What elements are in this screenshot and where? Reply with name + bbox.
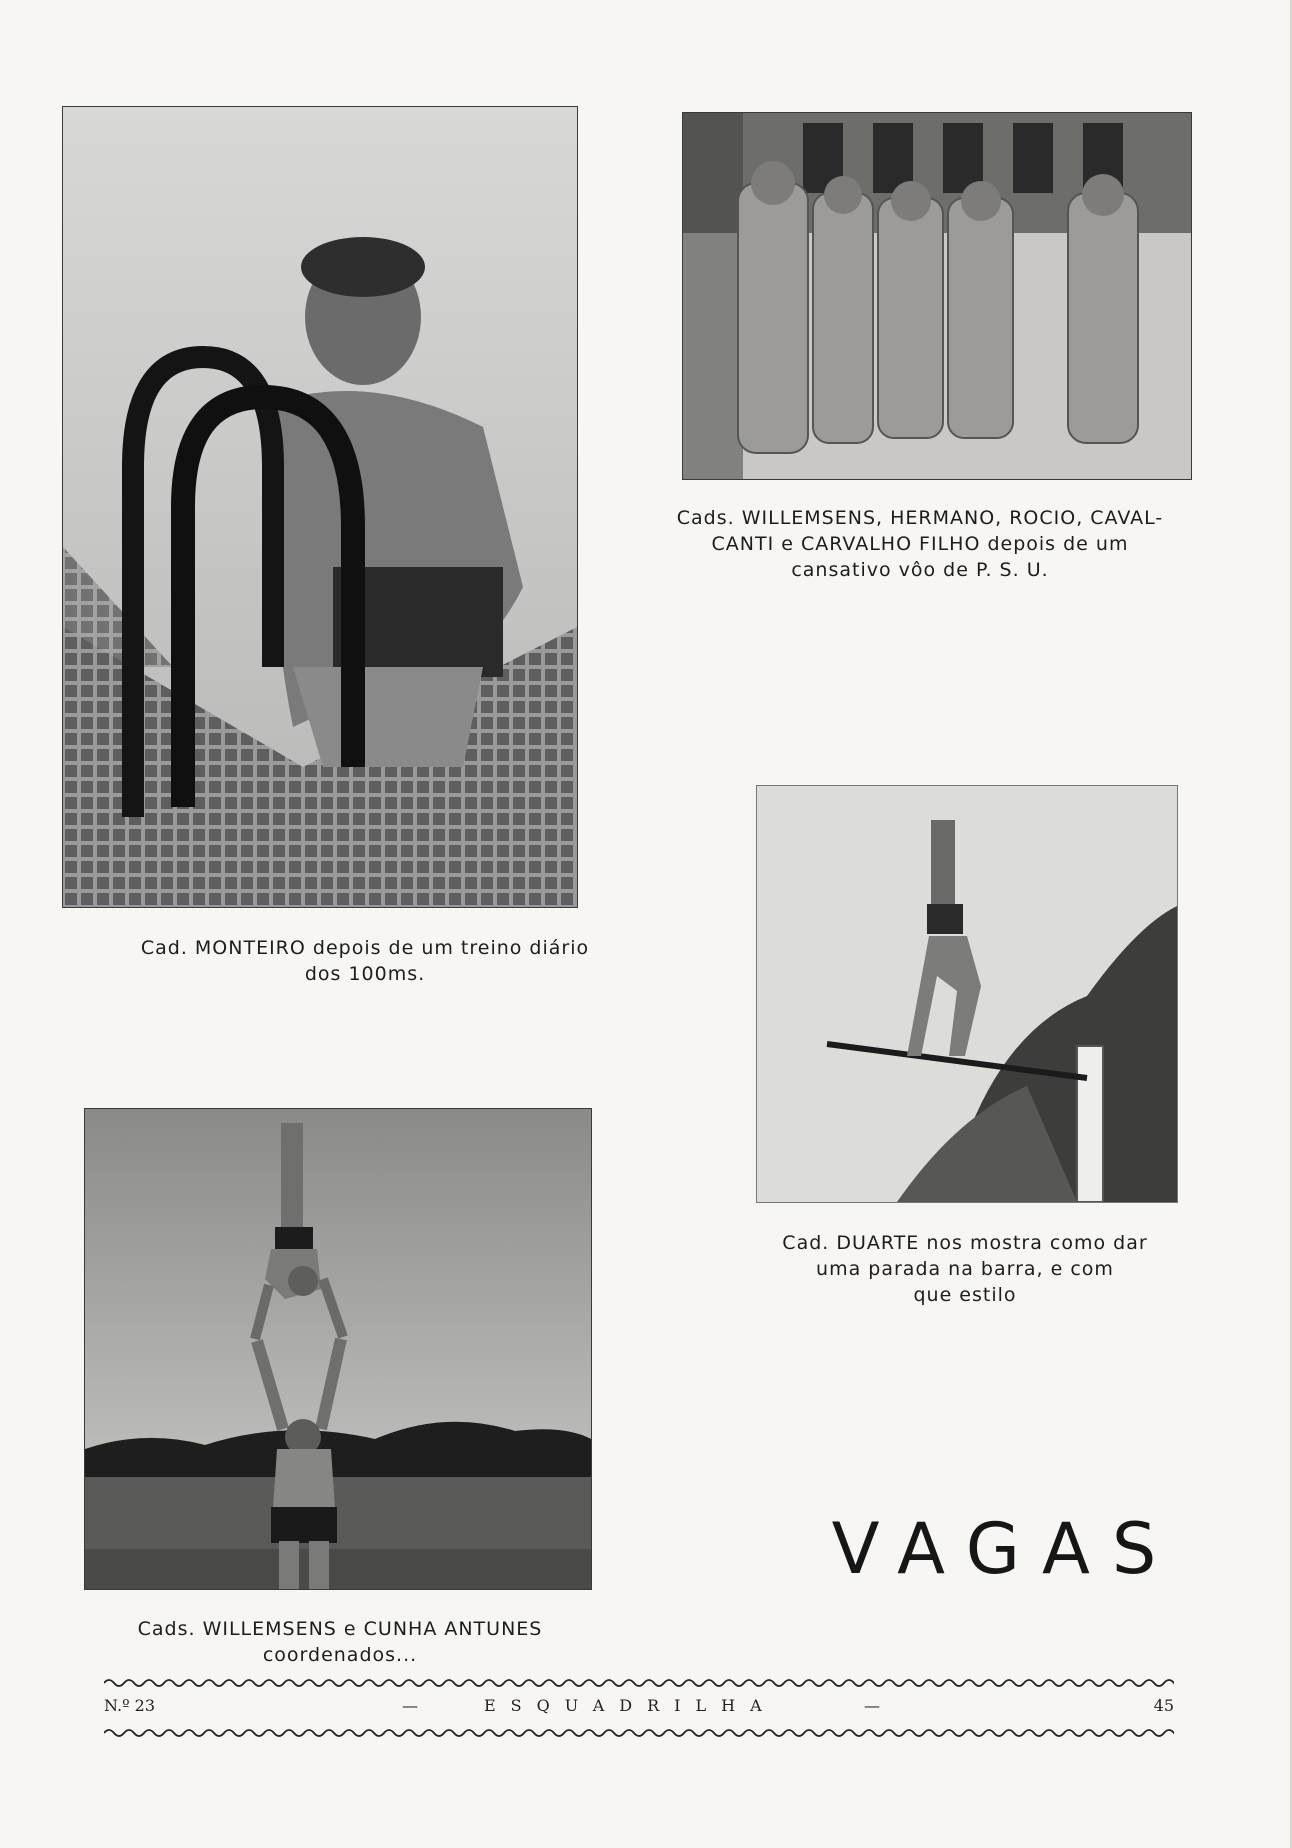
photo-cadets-walking bbox=[682, 112, 1192, 480]
caption-acrobats bbox=[70, 1616, 610, 1668]
photo-handstand-bar bbox=[756, 785, 1178, 1203]
caption-line: cansativo vôo de P. S. U. bbox=[791, 559, 1049, 581]
caption-line: que estilo bbox=[913, 1284, 1017, 1306]
footer-dash: — bbox=[402, 1696, 418, 1715]
handstand-bar-image bbox=[757, 786, 1177, 1202]
caption-line: Cads. WILLEMSENS, HERMANO, ROCIO, CAVAL- bbox=[676, 507, 1164, 529]
footer bbox=[104, 1696, 1174, 1722]
swimmer-photo-image bbox=[63, 107, 577, 907]
wavy-rule-bottom bbox=[104, 1726, 1174, 1740]
caption-swimmer bbox=[120, 935, 610, 987]
caption-line: dos 100ms. bbox=[304, 963, 426, 985]
caption-cadets-walking bbox=[640, 505, 1200, 583]
acrobatic-balance-image bbox=[85, 1109, 591, 1589]
cadets-walking-image bbox=[683, 113, 1191, 479]
caption-line: CANTI e CARVALHO FILHO depois de um bbox=[711, 533, 1129, 555]
page-number: 45 bbox=[1153, 1696, 1174, 1715]
caption-line: Cad. MONTEIRO depois de um treino diário bbox=[140, 937, 590, 959]
footer-dash: — bbox=[864, 1696, 880, 1715]
caption-line: coordenados... bbox=[262, 1644, 418, 1666]
caption-line: Cad. DUARTE nos mostra como dar bbox=[782, 1232, 1148, 1254]
caption-handstand bbox=[740, 1230, 1190, 1308]
caption-line: Cads. WILLEMSENS e CUNHA ANTUNES bbox=[137, 1618, 543, 1640]
wavy-rule-top bbox=[104, 1676, 1174, 1690]
photo-acrobatic-balance bbox=[84, 1108, 592, 1590]
magazine-name: ESQUADRILHA bbox=[484, 1696, 777, 1715]
issue-number: N.º 23 bbox=[104, 1696, 156, 1715]
caption-line: uma parada na barra, e com bbox=[816, 1258, 1114, 1280]
photo-swimmer-pool-ladder bbox=[62, 106, 578, 908]
vagas-heading: VAGAS bbox=[831, 1508, 1179, 1590]
